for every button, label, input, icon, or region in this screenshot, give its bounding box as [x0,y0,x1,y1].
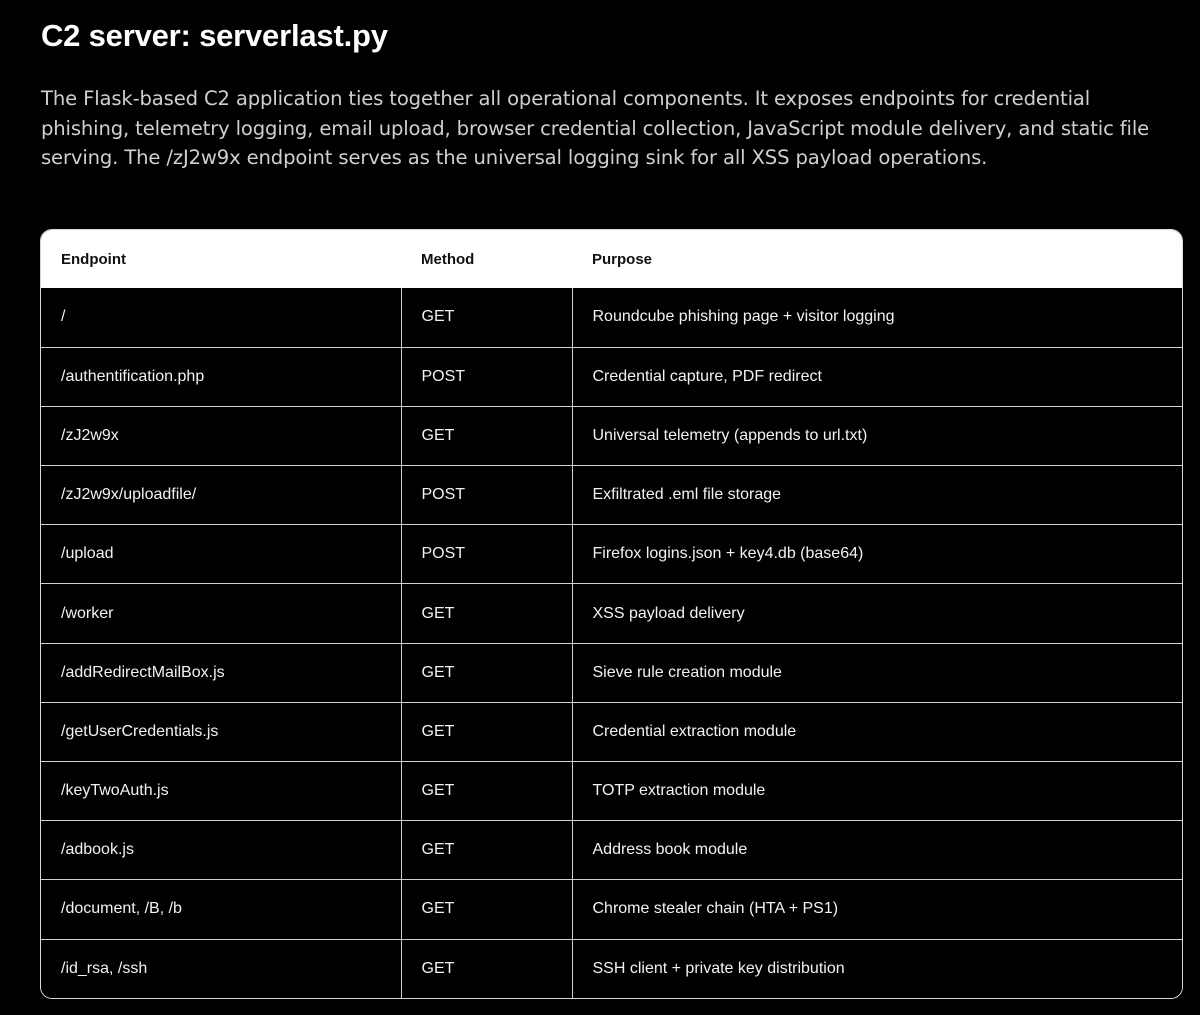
endpoint-cell: /addRedirectMailBox.js [41,643,401,702]
purpose-cell: Sieve rule creation module [572,643,1182,702]
table-row [41,821,1182,880]
section-title: C2 server: serverlast.py [41,18,388,53]
method-cell: POST [401,466,572,525]
table-row [41,702,1182,761]
purpose-cell: TOTP extraction module [572,762,1182,821]
purpose-cell: Credential extraction module [572,702,1182,761]
table-row [41,880,1182,939]
endpoint-cell: /getUserCredentials.js [41,702,401,761]
method-cell: GET [401,880,572,939]
table-row [41,939,1182,998]
intro-paragraph: The Flask-based C2 application ties together all operational components. It exposes endpoints for credential phishing, telemetry logging, email upload, browser credential collection, JavaScript module delivery, and static file serving. The /zJ2w9x endpoint serves as the universal logging sink for all XSS payload operations. [41,87,1150,170]
table-row [41,347,1182,406]
table-row [41,525,1182,584]
table-row [41,288,1182,347]
method-cell: GET [401,643,572,702]
purpose-cell: Roundcube phishing page + visitor logging [572,288,1182,347]
endpoint-cell: /id_rsa, /ssh [41,939,401,998]
method-cell: POST [401,347,572,406]
table-body [41,288,1182,998]
endpoint-cell: /zJ2w9x/uploadfile/ [41,466,401,525]
purpose-cell: Firefox logins.json + key4.db (base64) [572,525,1182,584]
endpoint-cell: /keyTwoAuth.js [41,762,401,821]
endpoints-table [40,229,1183,999]
header-endpoint: Endpoint [41,230,401,288]
purpose-cell: Address book module [572,821,1182,880]
header-purpose: Purpose [572,230,1182,288]
endpoint-cell: / [41,288,401,347]
purpose-cell: Chrome stealer chain (HTA + PS1) [572,880,1182,939]
endpoint-cell: /zJ2w9x [41,406,401,465]
purpose-cell: Exfiltrated .eml file storage [572,466,1182,525]
purpose-cell: SSH client + private key distribution [572,939,1182,998]
method-cell: GET [401,762,572,821]
table-header [41,230,1182,288]
method-cell: GET [401,584,572,643]
header-method: Method [401,230,572,288]
endpoint-cell: /document, /B, /b [41,880,401,939]
table-row [41,466,1182,525]
table-row [41,643,1182,702]
endpoint-cell: /upload [41,525,401,584]
table-row [41,762,1182,821]
method-cell: POST [401,525,572,584]
table-row [41,584,1182,643]
method-cell: GET [401,702,572,761]
purpose-cell: XSS payload delivery [572,584,1182,643]
endpoint-cell: /authentification.php [41,347,401,406]
method-cell: GET [401,406,572,465]
purpose-cell: Universal telemetry (appends to url.txt) [572,406,1182,465]
table-row [41,406,1182,465]
method-cell: GET [401,821,572,880]
endpoint-cell: /worker [41,584,401,643]
endpoint-cell: /adbook.js [41,821,401,880]
purpose-cell: Credential capture, PDF redirect [572,347,1182,406]
method-cell: GET [401,288,572,347]
method-cell: GET [401,939,572,998]
